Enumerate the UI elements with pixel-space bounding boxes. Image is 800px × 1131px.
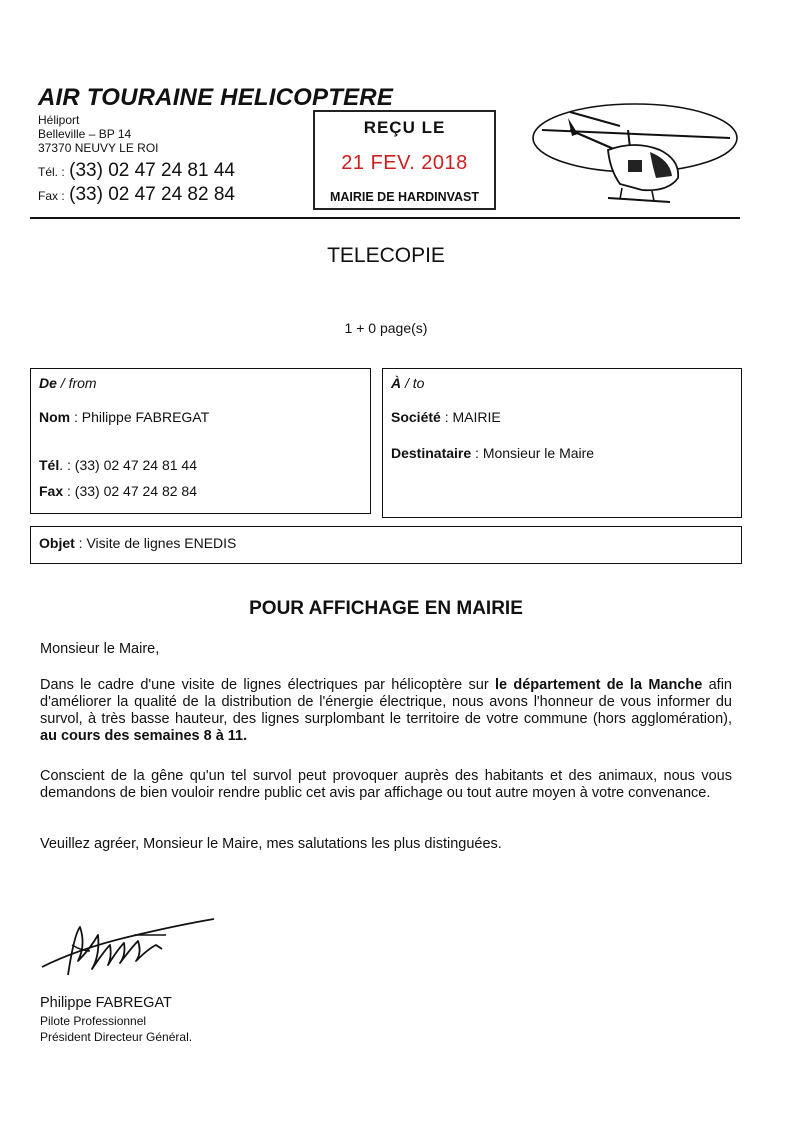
signatory-title-2: Président Directeur Général. — [40, 1030, 193, 1044]
document-title: TELECOPIE — [327, 244, 445, 267]
received-stamp — [313, 110, 496, 210]
stamp-received-label: REÇU LE — [363, 118, 446, 137]
helicopter-logo-icon — [530, 100, 740, 210]
recipient-box — [382, 368, 742, 518]
stamp-date: 21 FEV. 2018 — [341, 152, 468, 174]
phone-label: Tél. : — [38, 165, 65, 179]
fax-number: (33) 02 47 24 82 84 — [69, 184, 235, 205]
sender-name: Nom : Philippe FABREGAT — [39, 409, 210, 425]
signatory-title-1: Pilote Professionnel — [40, 1014, 147, 1028]
page-count: 1 + 0 page(s) — [344, 320, 428, 336]
sender-phone: Tél. : (33) 02 47 24 81 44 — [39, 457, 197, 473]
company-name: AIR TOURAINE HELICOPTERE — [38, 84, 394, 111]
fax-label: Fax : — [38, 189, 65, 203]
header-divider — [30, 217, 740, 219]
notice-headline: POUR AFFICHAGE EN MAIRIE — [249, 598, 523, 619]
letter-paragraph-1: Dans le cadre d'une visite de lignes électriques par hélicoptère sur le département de la Manche afin d'améliorer la qualité de la distribution de l'énergie électrique, nous avons l'honneur de vous informer du survol, à très basse hauteur, des lignes surplombant le territoire de votre commune (hors agglomération), au cours des semaines 8 à 11. — [40, 677, 732, 744]
sender-fax: Fax : (33) 02 47 24 82 84 — [39, 483, 197, 499]
sender-box — [30, 368, 371, 514]
address-line-1: Héliport — [38, 113, 80, 127]
subject-line: Objet : Visite de lignes ENEDIS — [39, 535, 237, 551]
sender-heading: De / from — [39, 375, 97, 391]
company-fax — [38, 184, 235, 206]
recipient-heading: À / to — [391, 375, 425, 391]
letter-greeting: Monsieur le Maire, — [40, 641, 160, 657]
letter-closing: Veuillez agréer, Monsieur le Maire, mes salutations les plus distinguées. — [40, 836, 502, 852]
company-phone — [38, 160, 235, 182]
handwritten-signature — [38, 905, 218, 985]
recipient-name: Destinataire : Monsieur le Maire — [391, 445, 595, 461]
letter-paragraph-2: Conscient de la gêne qu'un tel survol peut provoquer auprès des habitants et des animaux, nous vous demandons de bien vouloir rendre public cet avis par affichage ou tout autre moyen à votre convenance. — [40, 768, 732, 801]
subject-box — [30, 526, 742, 564]
address-line-2: Belleville – BP 14 — [38, 127, 132, 141]
signatory-name: Philippe FABREGAT — [40, 995, 172, 1011]
stamp-mairie: MAIRIE DE HARDINVAST — [329, 190, 480, 204]
address-line-3: 37370 NEUVY LE ROI — [38, 141, 159, 155]
recipient-company: Société : MAIRIE — [391, 409, 501, 425]
phone-number: (33) 02 47 24 81 44 — [69, 160, 235, 181]
